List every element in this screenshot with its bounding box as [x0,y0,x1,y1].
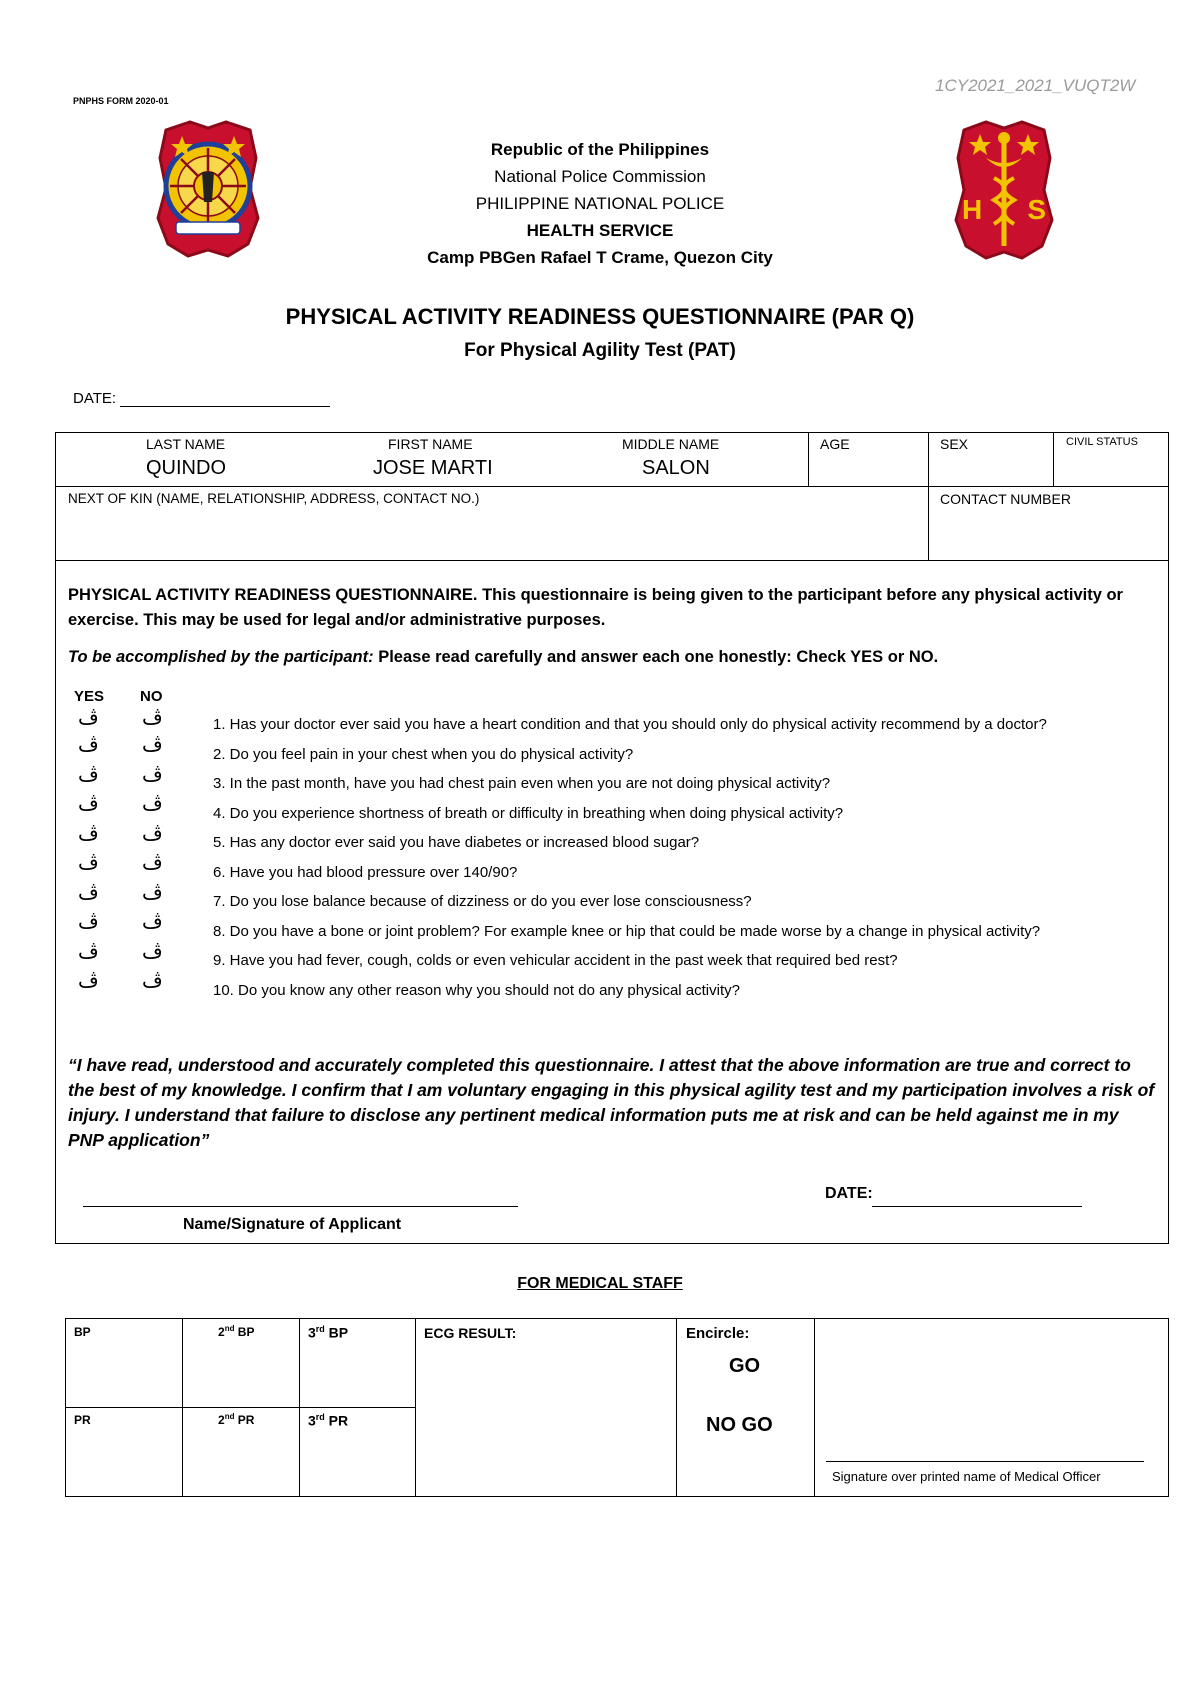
page-subtitle: For Physical Agility Test (PAT) [464,340,736,361]
questionnaire-instruction [68,648,1158,667]
checkbox-yes-q2[interactable]: ڤ [78,734,99,756]
checkbox-no-q10[interactable]: ڤ [142,970,163,992]
no-go-option[interactable]: NO GO [706,1414,773,1436]
letterhead [400,136,800,271]
checkbox-yes-q7[interactable]: ڤ [78,881,99,904]
medical-officer-signature-label: Signature over printed name of Medical Officer [832,1469,1101,1484]
question-1: 1. Has your doctor ever said you have a heart condition and that you should only do physical activity recommend by a doctor? [213,716,1047,733]
letterhead-address: Camp PBGen Rafael T Crame, Quezon City [427,248,773,267]
first-name-value[interactable]: JOSE MARTI [373,457,493,479]
sign-date-line[interactable] [872,1206,1082,1207]
question-3: 3. In the past month, have you had chest pain even when you are not doing physical activity? [213,775,831,792]
pr-label: PR [74,1413,91,1427]
contact-number-label: CONTACT NUMBER [940,491,1071,507]
page-title: PHYSICAL ACTIVITY READINESS QUESTIONNAIRE (PAR Q) [285,304,915,329]
yes-column-header: YES [74,688,105,705]
document-watermark: 1CY2021_2021_VUQT2W [935,76,1136,95]
medical-staff-table [65,1318,1169,1497]
checkbox-yes-q1[interactable]: ڤ [78,707,99,729]
checkbox-no-q1[interactable]: ڤ [142,707,163,729]
checkbox-yes-q9[interactable]: ڤ [78,940,99,963]
logo-letter-h: H [962,194,983,225]
question-4: 4. Do you experience shortness of breath or difficulty in breathing when doing physical activity? [213,804,844,822]
checkbox-yes-q8[interactable]: ڤ [78,911,99,933]
pr2-label: 2nd PR [218,1412,255,1427]
age-label: AGE [820,436,850,452]
medical-officer-signature-line[interactable] [826,1461,1144,1462]
checkbox-no-q7[interactable]: ڤ [142,881,163,904]
letterhead-napolcom: National Police Commission [494,167,706,186]
participant-form [55,432,1169,1244]
checkbox-no-q6[interactable]: ڤ [142,852,163,874]
question-2: 2. Do you feel pain in your chest when you do physical activity? [213,745,634,763]
checkbox-yes-q4[interactable]: ڤ [78,793,99,815]
checkbox-yes-q10[interactable]: ڤ [78,970,99,992]
health-service-logo [950,118,1058,264]
next-of-kin-label: NEXT OF KIN (NAME, RELATIONSHIP, ADDRESS, CONTACT NO.) [68,491,480,506]
applicant-signature-label: Name/Signature of Applicant [183,1216,402,1233]
checkbox-no-q8[interactable]: ڤ [142,911,163,933]
question-7: 7. Do you lose balance because of dizziness or do you ever lose consciousness? [213,893,752,910]
checkbox-yes-q3[interactable]: ڤ [78,763,99,786]
questionnaire-intro: PHYSICAL ACTIVITY READINESS QUESTIONNAIRE. This questionnaire is being given to the participant before any physical activity or exercise. This may be used for legal and/or administrative purposes. [68,586,1123,629]
middle-name-label: MIDDLE NAME [622,436,720,452]
checkbox-no-q5[interactable]: ڤ [142,822,163,845]
question-5: 5. Has any doctor ever said you have diabetes or increased blood sugar? [213,834,700,851]
encircle-label: Encircle: [686,1325,750,1342]
date-label: DATE: [73,390,117,407]
pnp-logo [152,118,264,260]
date-input-line[interactable] [120,392,330,407]
no-column-header: NO [140,688,163,705]
bp-label: BP [74,1325,91,1339]
letterhead-republic: Republic of the Philippines [490,140,710,159]
letterhead-health-service: HEALTH SERVICE [526,221,674,240]
checkbox-no-q2[interactable]: ڤ [142,734,163,756]
pr3-label: 3rd PR [308,1412,349,1429]
sex-label: SEX [940,436,969,452]
date-field[interactable] [73,390,330,407]
applicant-signature-line[interactable] [83,1206,518,1207]
last-name-value[interactable]: QUINDO [146,457,226,479]
sign-date-label: DATE: [825,1185,873,1202]
medical-staff-title: FOR MEDICAL STAFF [517,1275,683,1292]
ecg-result-label: ECG RESULT: [424,1325,517,1341]
instruction-rest: Please read carefully and answer each one honestly: Check YES or NO. [373,648,939,666]
health-service-logo-letters [962,193,1046,227]
bp2-label: 2nd BP [218,1324,255,1339]
question-8: 8. Do you have a bone or joint problem? For example knee or hip that could be made worse by a change in physical activity? [213,922,1041,940]
bp3-label: 3rd BP [308,1324,349,1341]
last-name-label: LAST NAME [146,436,226,452]
checkbox-no-q3[interactable]: ڤ [142,763,163,786]
middle-name-value[interactable]: SALON [642,457,710,479]
go-option[interactable]: GO [729,1355,761,1377]
checkbox-yes-q6[interactable]: ڤ [78,852,99,874]
letterhead-pnp: PHILIPPINE NATIONAL POLICE [475,194,725,213]
first-name-label: FIRST NAME [388,436,473,452]
question-9: 9. Have you had fever, cough, colds or even vehicular accident in the past week that required bed rest? [213,952,898,969]
question-10: 10. Do you know any other reason why you should not do any physical activity? [213,981,740,999]
question-6: 6. Have you had blood pressure over 140/90? [213,863,518,881]
attestation-statement: “I have read, understood and accurately completed this questionnaire. I attest that the above information are true and correct to the best of my knowledge. I confirm that I am voluntary engaging in this physical agility test and my participation involves a risk of injury. I understand that failure to disclose any pertinent medical information puts me at risk and can be held against me in my PNP application” [68,1055,1155,1150]
logo-letter-s: S [1027,194,1046,225]
instruction-italic: To be accomplished by the participant: [68,648,374,666]
checkbox-yes-q5[interactable]: ڤ [78,822,99,845]
form-code: PNPHS FORM 2020-01 [73,96,169,106]
civil-status-label: CIVIL STATUS [1066,436,1138,448]
checkbox-no-q4[interactable]: ڤ [142,793,163,815]
checkbox-no-q9[interactable]: ڤ [142,940,163,963]
